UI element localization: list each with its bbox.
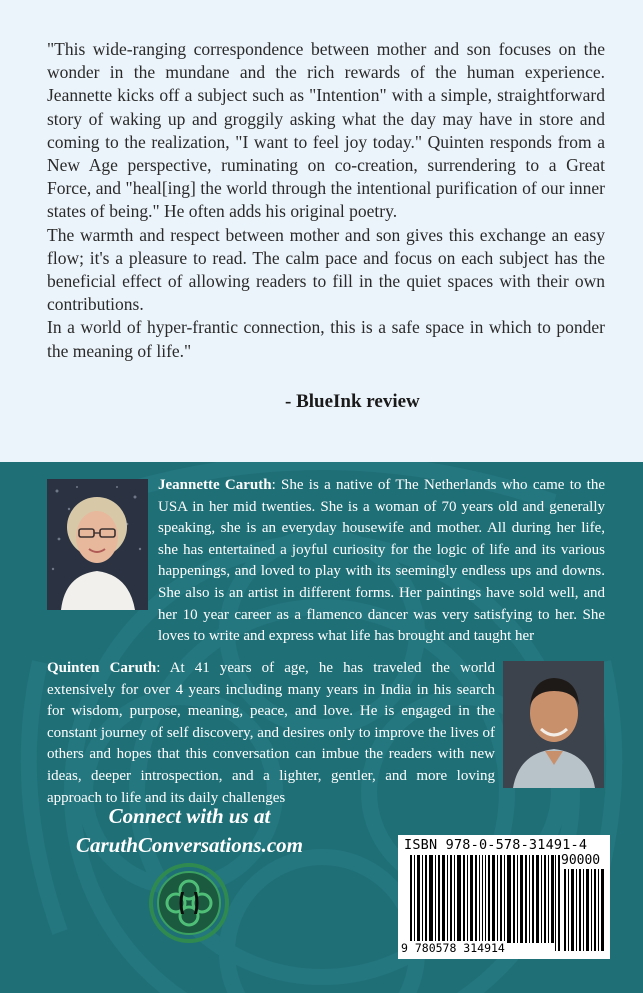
connect-line-1: Connect with us at (108, 804, 271, 828)
barcode-addon-number: 90000 (561, 853, 601, 868)
review-quote (47, 38, 605, 363)
review-paragraph-3: In a world of hyper-frantic connection, this is a safe space in which to ponder the meaning of life." (47, 317, 605, 361)
review-paragraph-2: The warmth and respect between mother and son gives this exchange an easy flow; it's a pleasure to read. The calm pace and focus on each subject has the beneficial effect of allowing readers to fill in the quiet spaces with their own contributions. (47, 224, 605, 315)
website-link[interactable]: CaruthConversations.com (76, 833, 303, 857)
review-attribution: - BlueInk review (285, 391, 420, 412)
jeannette-name: Jeannette Caruth (158, 477, 272, 493)
jeannette-photo (47, 479, 148, 610)
quinten-bio-text: : At 41 years of age, he has traveled the world extensively for over 4 years including many years in India in his search for wisdom, purpose, meaning, peace, and love. He is engaged in the constant journey of self discovery, and desires only to improve the lives of others and hopes that this conversation can imbue the readers with new ideas, deeper introspection, and a lighter, gentler, and more loving approach to life and its daily challenges (47, 660, 496, 806)
review-section (0, 0, 643, 462)
quinten-photo (503, 661, 604, 788)
quinten-bio (47, 658, 495, 809)
author-section (0, 462, 643, 993)
barcode-digits: 9 780578 314914 (401, 941, 505, 955)
quinten-name: Quinten Caruth (47, 660, 157, 676)
celtic-knot-emblem (148, 862, 230, 944)
jeannette-bio (158, 475, 605, 648)
review-paragraph-1: "This wide-ranging correspondence between mother and son focuses on the wonder in the mundane and the rich rewards of the human experience. Jeannette kicks off a subject such as "Intention" with a simple, straightforward story of waking up and groggily asking what the day may have in store and coming to the realization, "I want to feel joy today." Quinten responds from a New Age perspective, ruminating on co-creation, surrendering to a Great Force, and "heal[ing] the world through the intentional purification of our inner states of being." He often adds his original poetry. (47, 39, 605, 222)
barcode-addon-bars (564, 869, 606, 951)
connect-callout (47, 802, 332, 860)
isbn-label: ISBN 978-0-578-31491-4 (404, 837, 588, 853)
barcode-bars (410, 855, 560, 951)
isbn-barcode (398, 835, 610, 959)
jeannette-bio-text: : She is a native of The Netherlands who came to the USA in her mid twenties. She is a woman of 70 years old and generally speaking, she is an everyday housewife and mother. All during her life, she has entertained a joyful curiosity for the logic of life and its various happenings, and loved to play with its seemingly endless ups and downs. She also is an artist in different forms. Her paintings have sold well, and her 10 year career as a flamenco dancer was very satisfying to her. She loves to write and express what life has brought and taught her (158, 477, 605, 645)
